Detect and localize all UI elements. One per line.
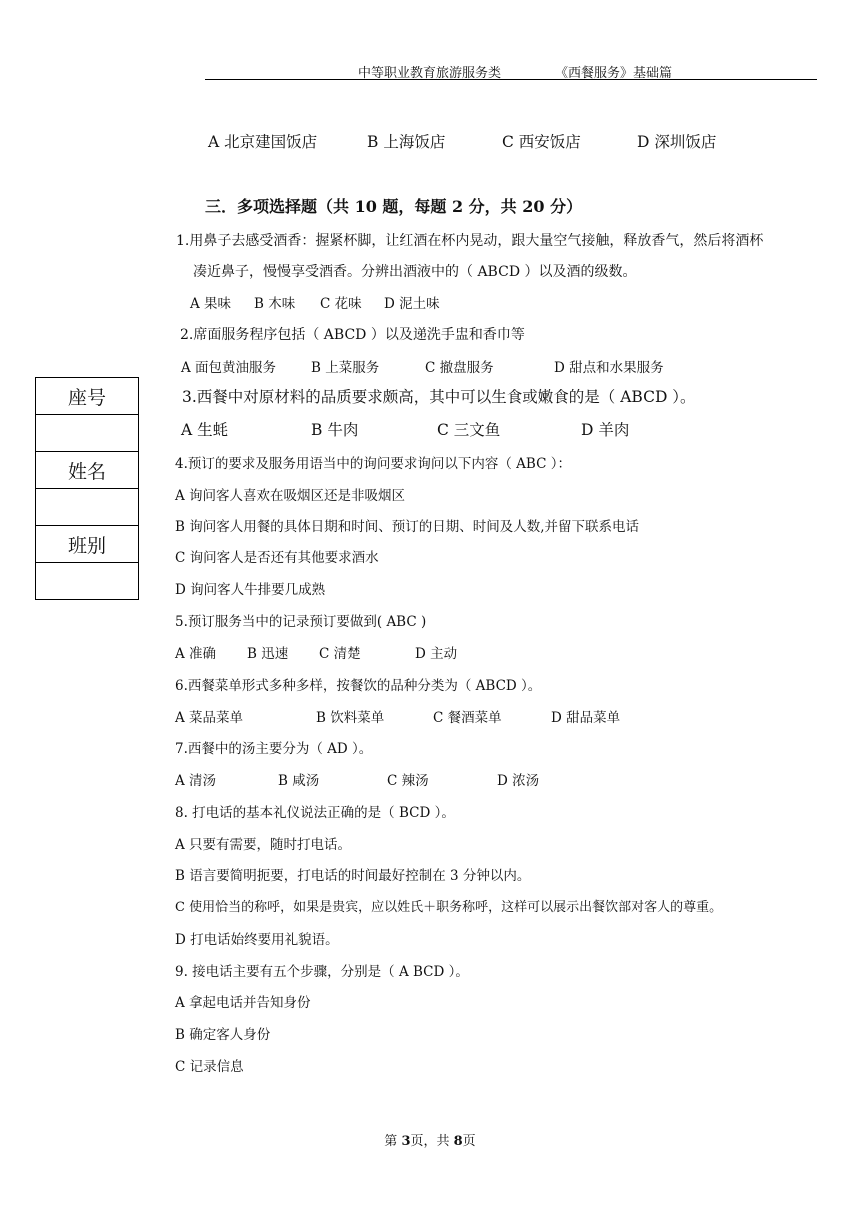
q6-text: 6.西餐菜单形式多种多样，按餐饮的品种分类为（ ABCD ）。: [175, 678, 542, 694]
q1-line2: 凑近鼻子，慢慢享受酒香。分辨出酒液中的（ ABCD ）以及酒的级数。: [193, 264, 637, 280]
q6-option-b: B 饮料菜单: [316, 710, 385, 726]
class-blank: [36, 563, 139, 600]
q5-option-b: B 迅速: [247, 646, 289, 662]
q8-text: 8. 打电话的基本礼仪说法正确的是（ BCD ）。: [175, 805, 455, 821]
prev-option-b: B 上海饭店: [367, 133, 446, 151]
q7-text: 7.西餐中的汤主要分为（ AD ）。: [175, 741, 373, 757]
q7-option-b: B 咸汤: [278, 773, 320, 789]
q2-text: 2.席面服务程序包括（ ABCD ）以及递洗手盅和香巾等: [180, 327, 525, 343]
q6-option-a: A 菜品菜单: [175, 710, 244, 726]
section-title: 三．多项选择题（共 10 题，每题 2 分，共 20 分）: [205, 197, 583, 216]
prev-option-d: D 深圳饭店: [637, 133, 717, 151]
q5-text: 5.预订服务当中的记录预订要做到( ABC ): [175, 614, 427, 630]
header-left: 中等职业教育旅游服务类: [358, 66, 502, 81]
q2-option-d: D 甜点和水果服务: [554, 360, 664, 376]
q3-option-b: B 牛肉: [311, 421, 359, 439]
q1-option-a: A 果味: [190, 296, 232, 312]
q6-option-d: D 甜品菜单: [551, 710, 621, 726]
q4-option-d: D 询问客人牛排要几成熟: [175, 582, 326, 598]
q4-text: 4.预订的要求及服务用语当中的询问要求询问以下内容（ ABC ）：: [175, 456, 571, 472]
q3-option-c: C 三文鱼: [437, 421, 501, 439]
prev-option-a: A 北京建国饭店: [208, 133, 318, 151]
q9-option-b: B 确定客人身份: [175, 1027, 271, 1043]
header-rule: [205, 79, 817, 80]
seat-blank: [36, 415, 139, 452]
q9-text: 9. 接电话主要有五个步骤，分别是（ A BCD ）。: [175, 964, 469, 980]
q7-option-d: D 浓汤: [497, 773, 540, 789]
q8-option-b: B 语言要简明扼要，打电话的时间最好控制在 3 分钟以内。: [175, 868, 531, 884]
seat-label: 座号: [36, 378, 139, 415]
q2-option-a: A 面包黄油服务: [181, 360, 277, 376]
q4-option-c: C 询问客人是否还有其他要求酒水: [175, 550, 379, 566]
q7-option-a: A 清汤: [175, 773, 217, 789]
name-blank: [36, 489, 139, 526]
name-label: 姓名: [36, 452, 139, 489]
prev-option-c: C 西安饭店: [502, 133, 581, 151]
footer-page-number: 3: [401, 1134, 411, 1149]
footer-middle: 页，共: [410, 1134, 454, 1149]
page-footer: [0, 1130, 860, 1149]
q1-option-d: D 泥土味: [384, 296, 440, 312]
q4-option-b: B 询问客人用餐的具体日期和时间、预订的日期、时间及人数,并留下联系电话: [175, 519, 640, 535]
q3-option-d: D 羊肉: [581, 421, 630, 439]
footer-prefix: 第: [384, 1134, 402, 1149]
header-right: 《西餐服务》基础篇: [555, 66, 673, 81]
q5-option-a: A 准确: [175, 646, 217, 662]
q8-option-d: D 打电话始终要用礼貌语。: [175, 932, 339, 948]
q3-option-a: A 生蚝: [181, 421, 229, 439]
q8-option-a: A 只要有需要，随时打电话。: [175, 837, 352, 853]
q7-option-c: C 辣汤: [387, 773, 429, 789]
q1-line1: 1.用鼻子去感受酒香：握紧杯脚，让红酒在杯内晃动，跟大量空气接触，释放香气，然后将酒杯: [176, 233, 764, 249]
q1-option-c: C 花味: [320, 296, 362, 312]
q5-option-c: C 清楚: [319, 646, 361, 662]
q2-option-c: C 撤盘服务: [425, 360, 494, 376]
q5-option-d: D 主动: [415, 646, 458, 662]
q3-text: 3.西餐中对原材料的品质要求颇高，其中可以生食或嫩食的是（ ABCD ）。: [182, 388, 696, 406]
q9-option-a: A 拿起电话并告知身份: [175, 995, 311, 1011]
q2-option-b: B 上菜服务: [311, 360, 380, 376]
q9-option-c: C 记录信息: [175, 1059, 244, 1075]
q4-option-a: A 询问客人喜欢在吸烟区还是非吸烟区: [175, 488, 406, 504]
q6-option-c: C 餐酒菜单: [433, 710, 502, 726]
seat-info-table: [35, 377, 139, 600]
q1-option-b: B 木味: [254, 296, 296, 312]
q8-option-c: C 使用恰当的称呼，如果是贵宾，应以姓氏＋职务称呼，这样可以展示出餐饮部对客人的尊重。: [175, 900, 723, 915]
footer-total-pages: 8: [453, 1134, 463, 1149]
class-label: 班别: [36, 526, 139, 563]
footer-suffix: 页: [462, 1134, 476, 1149]
